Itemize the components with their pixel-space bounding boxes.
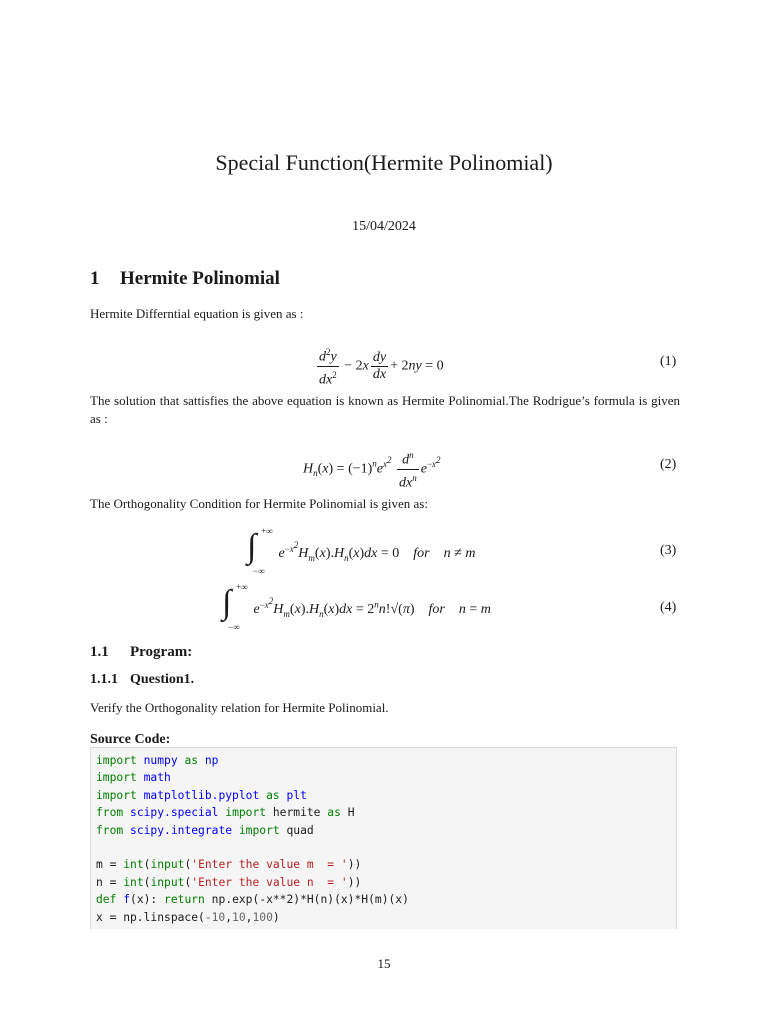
subsubsection-title: Question1. [130, 672, 195, 687]
code-line: m = int(input('Enter the value m = ')) [96, 858, 362, 872]
section-number: 1 [90, 268, 100, 289]
equation-number-1: (1) [660, 354, 677, 369]
code-line: import math [96, 771, 171, 785]
code-line: import matplotlib.pyplot as plt [96, 788, 307, 802]
paragraph-orthogonality: The Orthogonality Condition for Hermite Polinomial is given as: [90, 496, 428, 511]
code-block [90, 747, 677, 929]
section-title: Hermite Polinomial [120, 268, 280, 289]
source-code-label: Source Code: [90, 732, 171, 747]
page-number: 15 [377, 956, 391, 971]
equation-4: ∫ +∞ −∞ $e^{-x^2}H_m(x).H_n(x)dx = 2^nn!√(\pi)$ for n = m [222, 582, 491, 632]
equation-1: $\frac{d^2y}{dx^2}$ − 2x $\frac{dy}{dx}$ + 2ny = 0 [315, 344, 444, 388]
code-line [96, 839, 671, 856]
subsection-title: Program: [130, 644, 193, 660]
section-heading [90, 268, 280, 290]
equation-3: ∫ +∞ −∞ $e^{-x^2}H_m(x).H_n(x)dx = 0$ for n ≠ m [247, 526, 476, 576]
paragraph-rodrigue: The solution that sattisfies the above equation is known as Hermite Polinomial.The Rodrigue’s formula is given as : [90, 393, 680, 426]
subsection-number: 1.1 [90, 644, 109, 660]
paragraph-intro: Hermite Differntial equation is given as : [90, 306, 304, 321]
equation-number-3: (3) [660, 543, 677, 558]
equation-number-2: (2) [660, 457, 677, 472]
subsubsection-heading [90, 672, 194, 688]
code-line: n = int(input('Enter the value n = ')) [96, 875, 362, 889]
code-line: x = np.linspace(-10,10,100) [96, 910, 280, 924]
equation-2: $H_n(x) = (-1)^ne^{x^2}$ $\frac{d^n}{dx^n}$ $e^{-x^2}$ [303, 447, 441, 491]
question-text: Verify the Orthogonality relation for Hermite Polinomial. [90, 700, 389, 715]
document-title: Special Function(Hermite Polinomial) [215, 150, 553, 175]
equation-number-4: (4) [660, 600, 677, 615]
code-line: from scipy.special import hermite as H [96, 806, 355, 820]
subsection-heading [90, 644, 192, 661]
code-line: from scipy.integrate import quad [96, 823, 314, 837]
subsubsection-number: 1.1.1 [90, 672, 118, 687]
code-line: def f(x): return np.exp(-x**2)*H(n)(x)*H(m)(x) [96, 893, 409, 907]
document-date: 15/04/2024 [352, 219, 416, 234]
code-line: import numpy as np [96, 754, 219, 767]
